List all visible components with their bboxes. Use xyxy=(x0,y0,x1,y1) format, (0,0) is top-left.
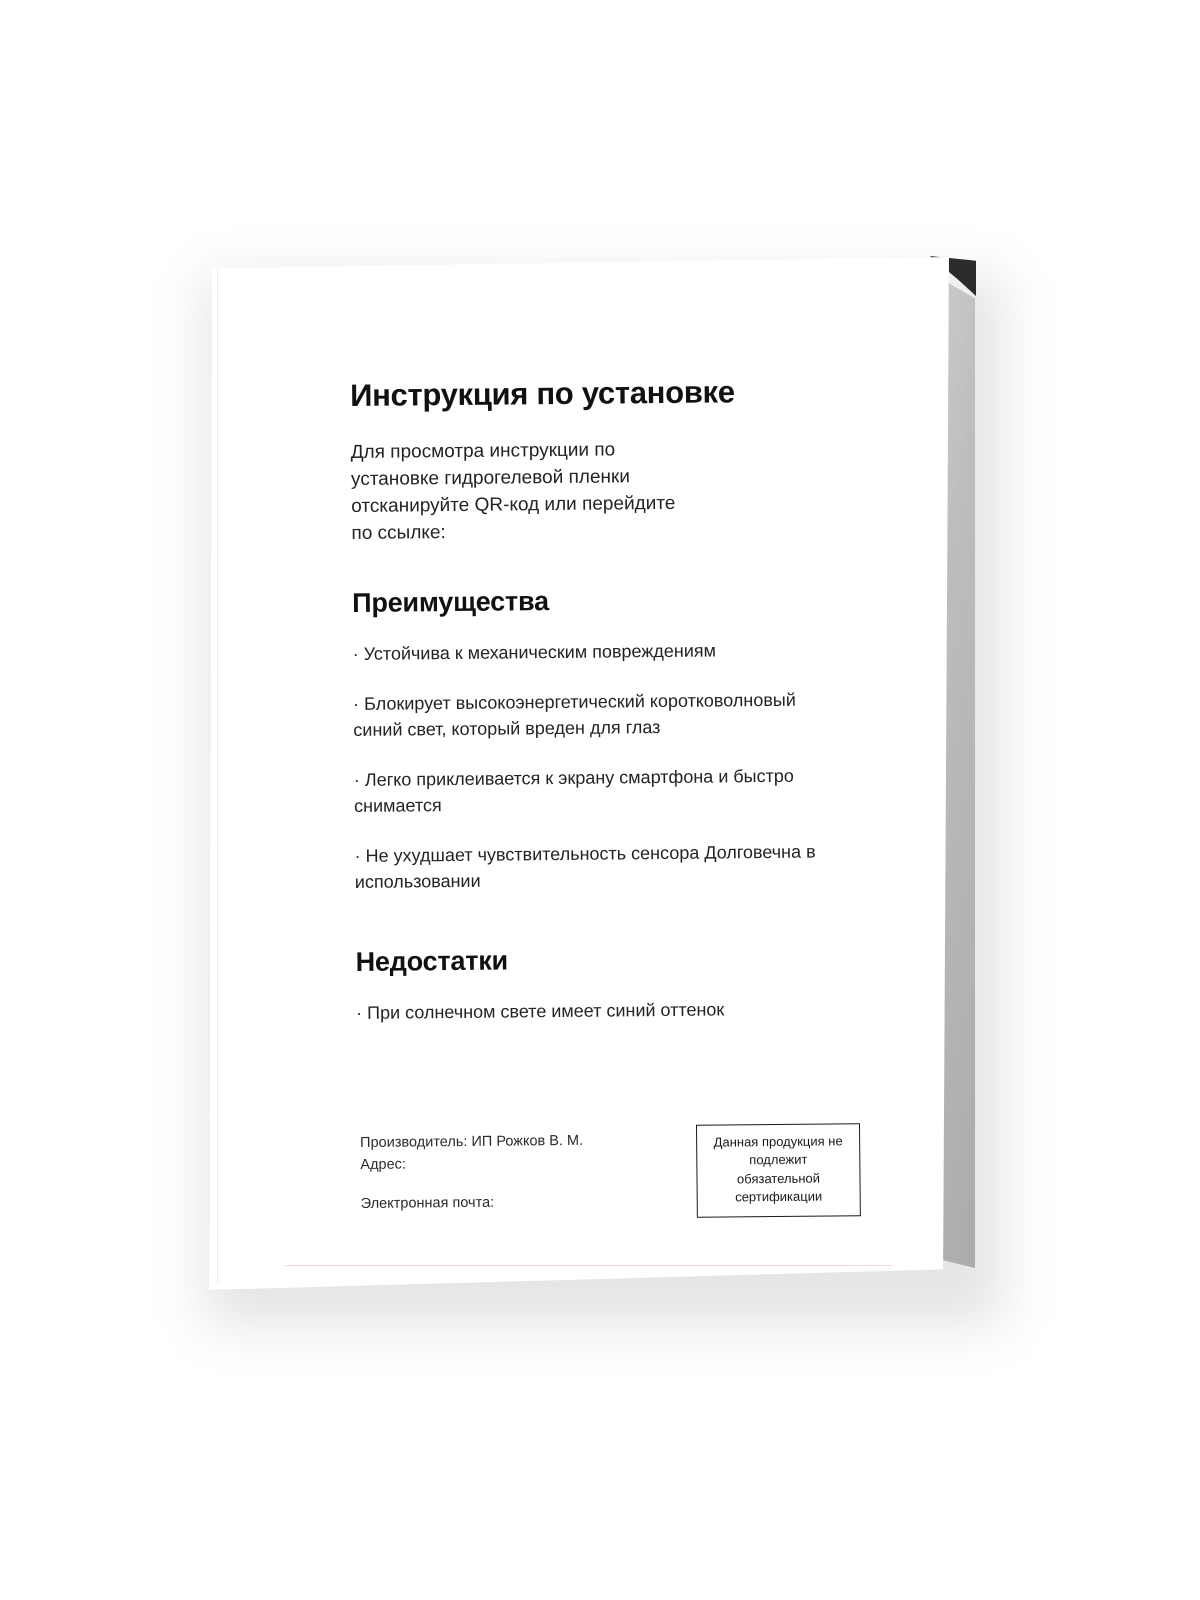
list-item: · Блокирует высокоэнергетический коротковолновый синий свет, который вреден для глаз xyxy=(353,689,796,740)
section-heading-disadvantages: Недостатки xyxy=(355,945,509,978)
list-item: · Легко приклеивается к экрану смартфона и быстро снимается xyxy=(353,765,794,816)
list-item: · Не ухудшает чувствительность сенсора Долговечна в использовании xyxy=(354,841,816,893)
list-item: · При солнечном свете имеет синий оттенок xyxy=(356,999,725,1024)
page-title: Инструкция по установке xyxy=(350,374,735,413)
footer-block xyxy=(360,1123,861,1221)
box-bottom-rule xyxy=(285,1265,893,1266)
printed-content xyxy=(350,373,857,1060)
email-line: Электронная почта: xyxy=(360,1194,495,1212)
box-left-crease xyxy=(217,268,218,1283)
address-line: Адрес: xyxy=(360,1157,406,1174)
disadvantages-list xyxy=(356,995,856,1026)
intro-paragraph: Для просмотра инструкции по установке гидрогелевой пленки отсканируйте QR-код или перейдите по ссылке: xyxy=(350,439,676,544)
manufacturer-info xyxy=(360,1126,584,1216)
certification-notice: Данная продукция не подлежит обязательной сертификации xyxy=(696,1123,861,1217)
list-item: · Устойчива к механическим повреждениям xyxy=(352,640,717,664)
section-heading-advantages: Преимущества xyxy=(352,585,549,618)
manufacturer-line: Производитель: ИП Рожков В. М. xyxy=(360,1132,584,1151)
advantages-list xyxy=(353,636,855,895)
